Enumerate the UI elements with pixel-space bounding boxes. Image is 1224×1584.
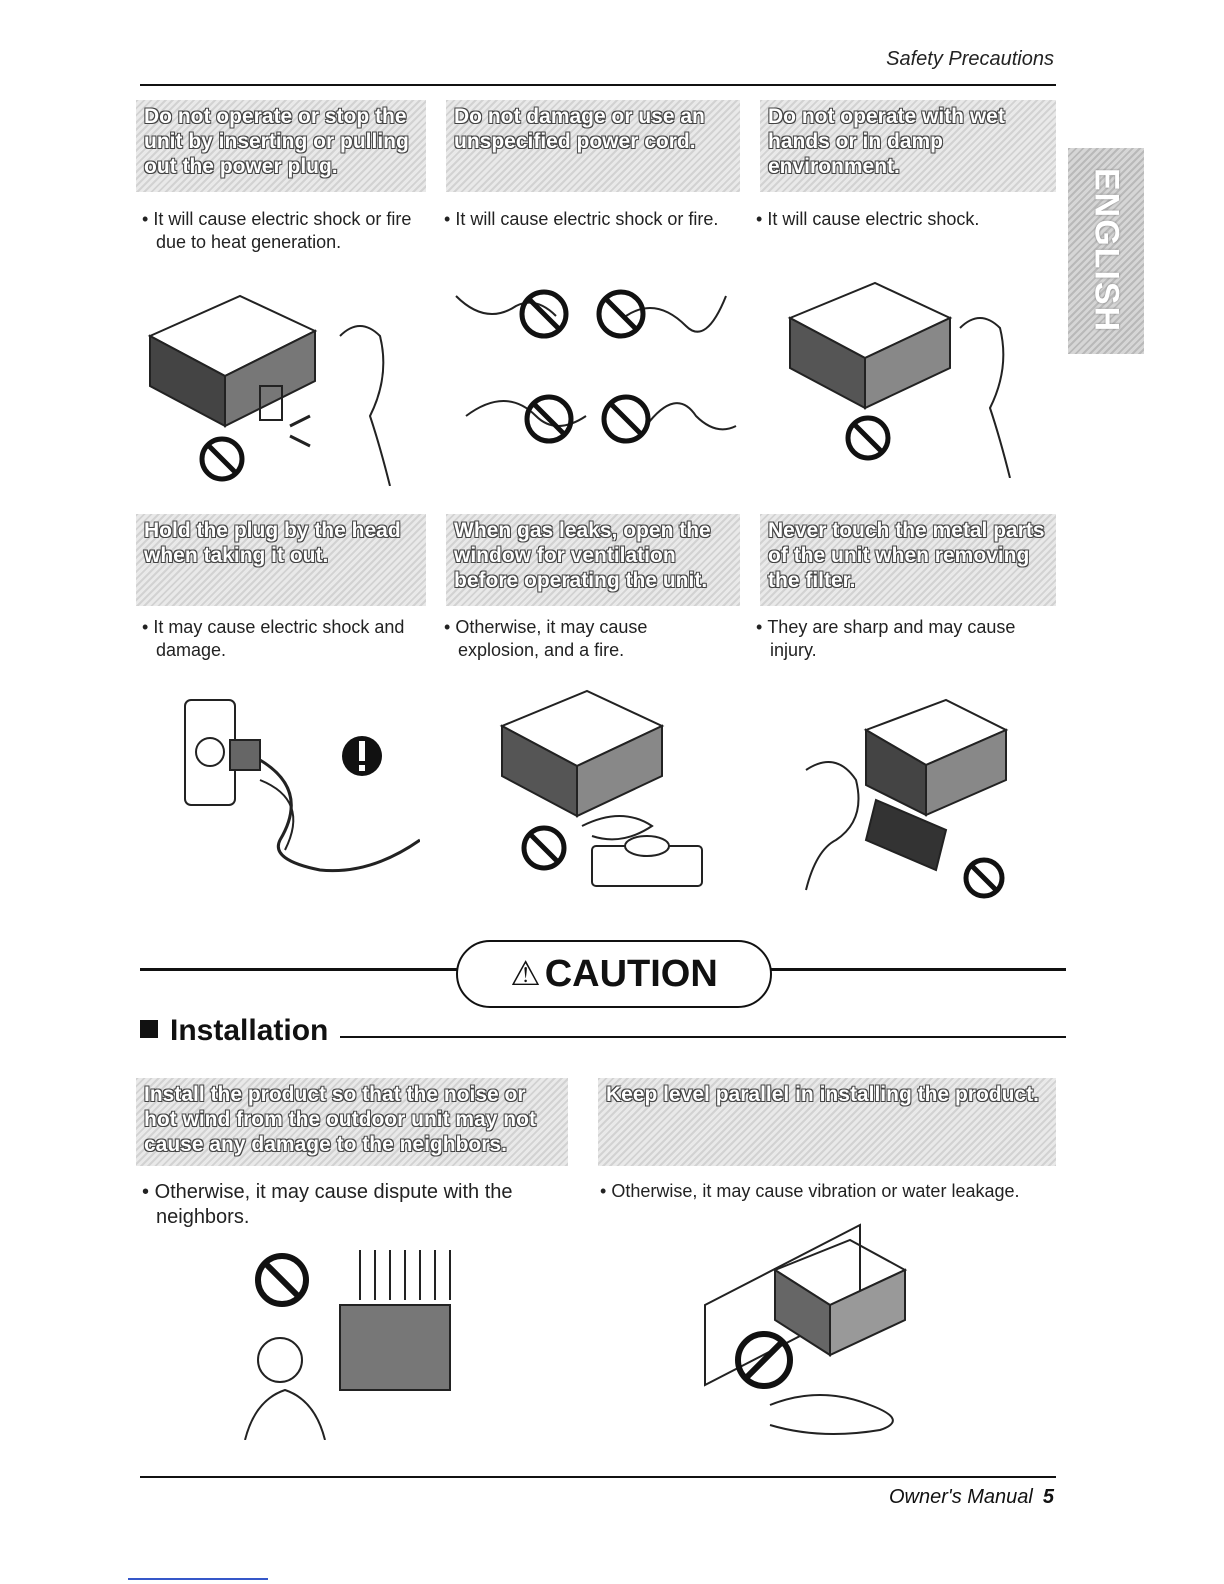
prohibited-icon	[524, 828, 564, 868]
section-title: Installation	[140, 1014, 328, 1048]
install-box-2: Keep level parallel in installing the product.	[598, 1078, 1056, 1166]
caution-rule-left	[140, 968, 458, 971]
illustration-neighbors	[240, 1240, 470, 1440]
caution-banner	[456, 940, 772, 1008]
illustration-filter-removal	[796, 690, 1026, 900]
bottom-link-underline	[128, 1578, 268, 1580]
warning-bullet-1: • It will cause electric shock or fire due to heat generation.	[142, 208, 446, 254]
prohibited-icon	[966, 860, 1002, 896]
prohibited-icon	[604, 397, 648, 441]
page-number: 5	[1042, 1486, 1054, 1508]
illustration-unplug-unit	[140, 276, 420, 486]
warning-box-3: Do not operate with wet hands or in damp environment.	[760, 100, 1056, 192]
warning-bullet-2: • It will cause electric shock or fire.	[444, 208, 768, 231]
illustration-damaged-cord	[446, 276, 746, 466]
warning-bullet-3: • It will cause electric shock.	[756, 208, 1060, 231]
prohibited-icon	[202, 439, 242, 479]
illustration-wet-hands	[780, 268, 1050, 478]
install-bullet-2: • Otherwise, it may cause vibration or water leakage.	[600, 1180, 1024, 1203]
exclamation-icon	[342, 736, 382, 776]
language-tab	[1068, 148, 1144, 354]
warning-box-5: When gas leaks, open the window for ventilation before operating the unit.	[446, 514, 740, 606]
warning-bullet-5: • Otherwise, it may cause explosion, and a fire.	[444, 616, 728, 662]
warning-box-4: Hold the plug by the head when taking it out.	[136, 514, 426, 606]
install-box-1: Install the product so that the noise or hot wind from the outdoor unit may not cause any damage to the neighbors.	[136, 1078, 568, 1166]
footer	[889, 1486, 1054, 1509]
warning-triangle-icon: ⚠	[510, 955, 541, 993]
section-rule	[340, 1036, 1066, 1038]
warning-box-6: Never touch the metal parts of the unit when removing the filter.	[760, 514, 1056, 606]
section-bullet-icon	[140, 1020, 158, 1038]
illustration-hold-plug	[140, 680, 420, 880]
warning-box-2: Do not damage or use an unspecified power cord.	[446, 100, 740, 192]
footer-rule	[140, 1476, 1056, 1478]
prohibited-icon	[258, 1256, 306, 1304]
warning-bullet-4: • It may cause electric shock and damage.	[142, 616, 446, 662]
illustration-level-install	[700, 1210, 950, 1440]
prohibited-icon	[599, 292, 643, 336]
prohibited-icon	[522, 292, 566, 336]
prohibited-icon	[527, 397, 571, 441]
install-bullet-1: • Otherwise, it may cause dispute with the neighbors.	[142, 1180, 576, 1230]
warning-box-1: Do not operate or stop the unit by inserting or pulling out the power plug.	[136, 100, 426, 192]
illustration-gas-leak	[462, 676, 732, 896]
language-tab-label: ENGLISH	[1087, 168, 1126, 334]
warning-bullet-6: • They are sharp and may cause injury.	[756, 616, 1060, 662]
prohibited-icon	[738, 1334, 790, 1386]
header-rule	[140, 84, 1056, 86]
caution-rule-right	[766, 968, 1066, 971]
prohibited-icon	[848, 418, 888, 458]
footer-label: Owner's Manual	[888, 1486, 1033, 1508]
caution-label: CAUTION	[544, 952, 718, 995]
header-title: Safety Precautions	[886, 48, 1054, 70]
